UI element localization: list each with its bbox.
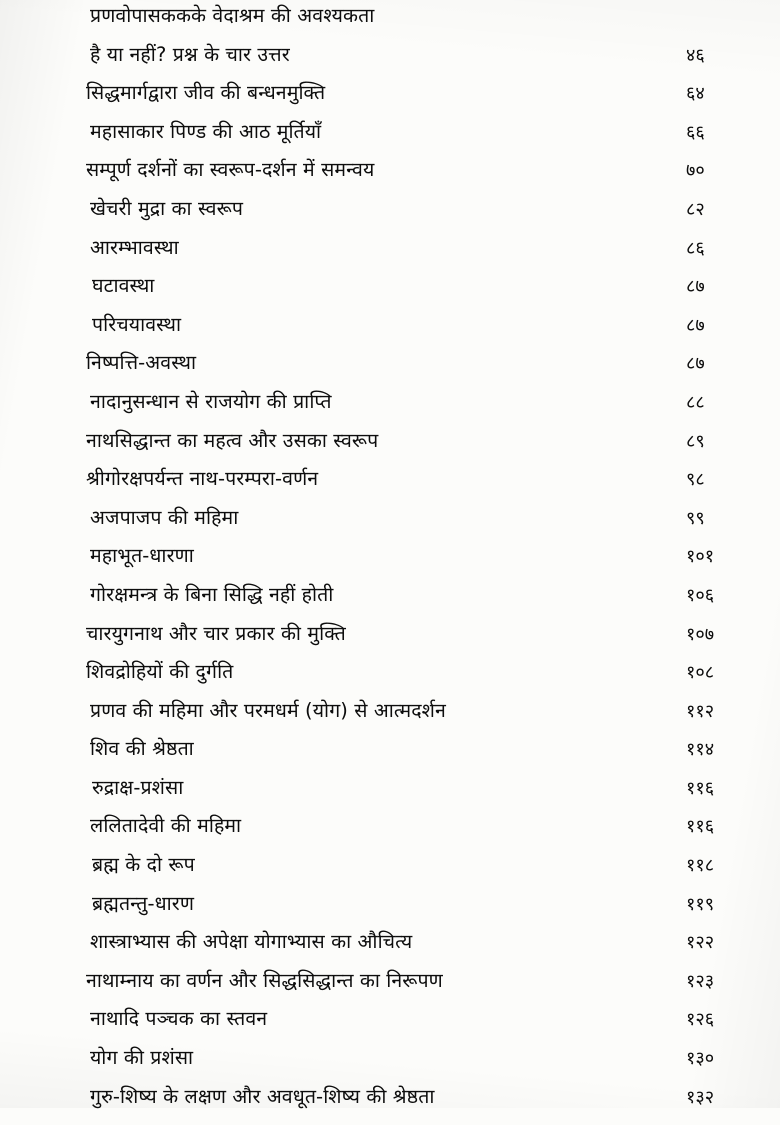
toc-entry[interactable] (0, 389, 780, 431)
toc-entry[interactable] (0, 546, 780, 585)
toc-entry[interactable] (0, 276, 780, 315)
toc-entry-page-number: ६६ (686, 121, 705, 143)
toc-entry-page-number: १३० (686, 1048, 715, 1070)
toc-entry-title: शास्त्राभ्यास की अपेक्षा योगाभ्यास का औचित्य (90, 930, 413, 954)
toc-entry-title: सिद्धमार्गद्वारा जीव की बन्धनमुक्ति (86, 81, 326, 105)
toc-entry[interactable] (0, 816, 780, 855)
toc-entry-page-number: ८२ (686, 198, 705, 220)
toc-entry-title: महासाकार पिण्ड की आठ मूर्तियाँ (90, 119, 322, 143)
toc-entry-title: ब्रह्म के दो रूप (92, 853, 195, 877)
toc-entry-page-number: १०७ (686, 623, 715, 645)
toc-entry-title: नादानुसन्धान से राजयोग की प्राप्ति (90, 389, 332, 413)
toc-entry[interactable] (0, 891, 780, 933)
toc-entry-title: प्रणवोपासककके वेदाश्रम की अवश्यकता (90, 4, 375, 27)
toc-entry-title: शिव की श्रेष्ठता (90, 737, 194, 761)
toc-entry-page-number: ८७ (686, 314, 705, 336)
toc-entry[interactable] (0, 582, 780, 624)
toc-entry[interactable] (0, 119, 780, 161)
toc-entry-title: नाथाम्नाय का वर्णन और सिद्धसिद्धान्त का निरूपण (86, 968, 443, 992)
toc-entry-page-number: ८६ (686, 237, 705, 259)
toc-entry[interactable] (0, 6, 780, 45)
toc-entry[interactable] (0, 469, 780, 508)
toc-entry-page-number: ८९ (686, 430, 705, 452)
toc-entry-page-number: ९८ (686, 469, 705, 491)
toc-entry-page-number: ४६ (686, 44, 705, 66)
toc-entry-title: महाभूत-धारणा (90, 544, 194, 568)
toc-entry-title: घटावस्था (92, 274, 155, 298)
toc-entry[interactable] (0, 739, 780, 778)
toc-entry-title: परिचयावस्था (92, 312, 182, 336)
toc-entry[interactable] (0, 932, 780, 971)
toc-entry[interactable] (0, 662, 780, 701)
toc-entry[interactable] (0, 1009, 780, 1048)
toc-entry[interactable] (0, 698, 780, 740)
toc-entry-title: श्रीगोरक्षपर्यन्त नाथ-परम्परा-वर्णन (86, 467, 319, 491)
toc-entry-page-number: ११८ (686, 855, 715, 877)
toc-entry-page-number: ११२ (686, 700, 715, 722)
toc-entry[interactable] (0, 1048, 780, 1087)
toc-entry[interactable] (0, 42, 780, 84)
toc-entry-page-number: ११९ (686, 893, 715, 915)
toc-entry[interactable] (0, 1084, 780, 1125)
toc-entry-title: गुरु-शिष्य के लक्षण और अवधूत-शिष्य की श्रेष्ठता (90, 1084, 435, 1108)
toc-entry-title: सम्पूर्ण दर्शनों का स्वरूप-दर्शन में समन्वय (86, 158, 375, 182)
toc-entry-page-number: ६४ (686, 83, 705, 105)
toc-entry-title: गोरक्षमन्त्र के बिना सिद्धि नहीं होती (90, 582, 334, 606)
toc-entry-page-number: ११४ (686, 739, 715, 761)
toc-entry-page-number: ७० (686, 160, 705, 182)
toc-entry[interactable] (0, 160, 780, 199)
toc-entry-title: आरम्भावस्था (90, 235, 179, 259)
toc-entry-title: रुद्राक्ष-प्रशंसा (92, 775, 184, 799)
toc-entry-page-number: ९९ (686, 507, 705, 529)
toc-entry-title: शिवद्रोहियों की दुर्गति (86, 660, 234, 684)
toc-entry-title: है या नहीं? प्रश्न के चार उत्तर (90, 42, 290, 66)
toc-entry-page-number: १२३ (686, 970, 715, 992)
toc-entry[interactable] (0, 353, 780, 392)
toc-entry[interactable] (0, 428, 780, 470)
toc-entry-title: ललितादेवी की महिमा (90, 814, 242, 838)
toc-entry-title: खेचरी मुद्रा का स्वरूप (90, 196, 244, 220)
toc-entry-title: चारयुगनाथ और चार प्रकार की मुक्ति (86, 621, 346, 645)
toc-entry[interactable] (0, 83, 780, 122)
toc-entry-title: ब्रह्मतन्तु-धारण (92, 891, 195, 915)
toc-entry-page-number: ११६ (686, 816, 715, 838)
toc-entry[interactable] (0, 775, 780, 817)
toc-entry-page-number: १०१ (686, 546, 715, 568)
toc-entry[interactable] (0, 855, 780, 894)
toc-entry-page-number: ८८ (686, 391, 705, 413)
toc-entry-page-number: १०६ (686, 584, 715, 606)
toc-entry[interactable] (0, 621, 780, 663)
toc-entry-page-number: १०८ (686, 662, 715, 684)
toc-entry[interactable] (0, 968, 780, 1010)
toc-entry-title: नाथसिद्धान्त का महत्व और उसका स्वरूप (86, 428, 379, 452)
toc-entry-title: प्रणव की महिमा और परमधर्म (योग) से आत्मदर्शन (90, 698, 446, 722)
toc-entry[interactable] (0, 196, 780, 238)
toc-entry-title: नाथादि पञ्चक का स्तवन (90, 1007, 268, 1031)
toc-entry[interactable] (0, 505, 780, 547)
toc-entry[interactable] (0, 235, 780, 277)
toc-entry-page-number: ८७ (686, 353, 705, 375)
toc-entry[interactable] (0, 312, 780, 354)
toc-entry-page-number: १२६ (686, 1009, 715, 1031)
toc-entry-page-number: ८७ (686, 276, 705, 298)
toc-entry-title: अजपाजप की महिमा (90, 505, 239, 529)
toc-entry-page-number: ११६ (686, 777, 715, 799)
toc-entry-title: योग की प्रशंसा (90, 1046, 194, 1070)
toc-entry-page-number: १३२ (686, 1086, 715, 1108)
toc-entry-title: निष्पत्ति-अवस्था (86, 351, 197, 375)
toc-entry-page-number: १२२ (686, 932, 715, 954)
